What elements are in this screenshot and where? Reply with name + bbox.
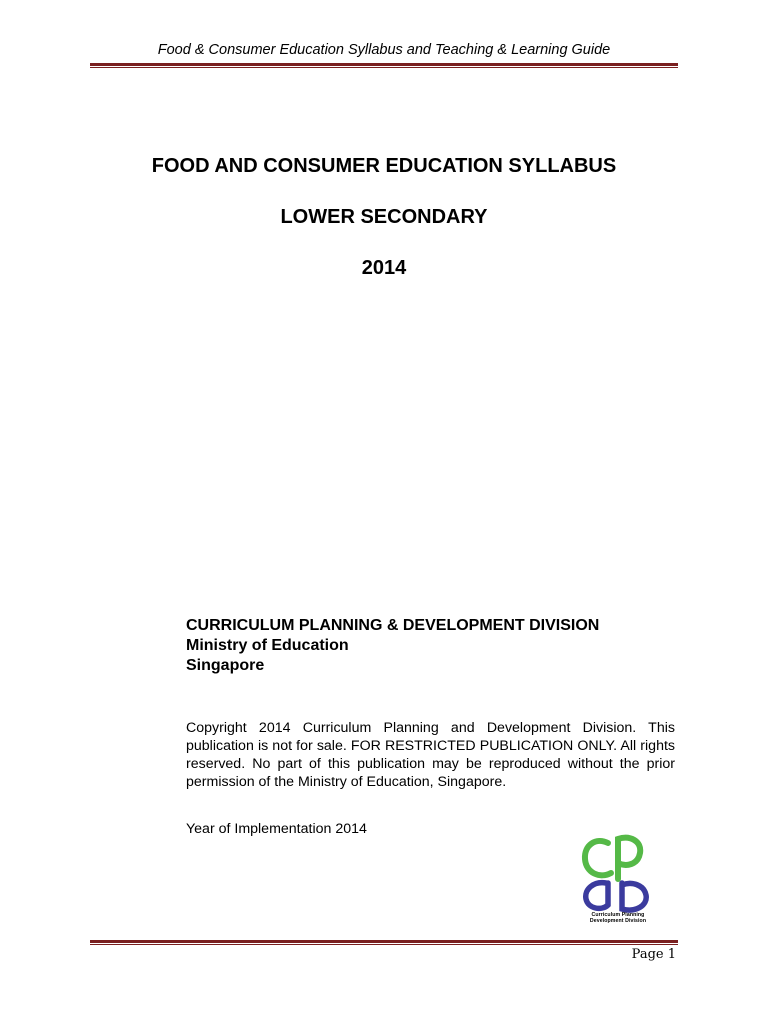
country-name: Singapore <box>186 657 265 674</box>
logo-caption-line2: Development Division <box>589 918 647 924</box>
ministry-name: Ministry of Education <box>186 637 349 654</box>
implementation-year: Year of Implementation 2014 <box>186 821 367 837</box>
page-number: Page 1 <box>631 947 676 962</box>
header-rule-thin <box>90 67 678 68</box>
header-rule-thick <box>90 63 678 66</box>
logo-caption-line1: Curriculum Planning <box>591 912 645 918</box>
header-rule <box>90 63 678 68</box>
division-name: CURRICULUM PLANNING & DEVELOPMENT DIVISION <box>186 617 600 634</box>
document-year: 2014 <box>361 257 407 279</box>
copyright-notice: Copyright 2014 Curriculum Planning and Development Division. This publication is not for sale. FOR RESTRICTED PUBLICATION ONLY. All rights reserved. No part of this publication may be reproduced without the prior permission of the Ministry of Education, Singapore. <box>186 720 675 790</box>
document-title: FOOD AND CONSUMER EDUCATION SYLLABUS <box>151 155 617 177</box>
running-header: Food & Consumer Education Syllabus and Teaching & Learning Guide <box>157 42 611 58</box>
footer-rule <box>90 940 678 945</box>
footer-rule-thick <box>90 940 678 943</box>
logo-green-c <box>585 841 611 875</box>
logo-blue-right <box>622 883 646 910</box>
footer-rule-thin <box>90 944 678 945</box>
publisher-block <box>186 616 599 676</box>
document-level: LOWER SECONDARY <box>280 206 488 228</box>
logo-blue-left <box>586 883 608 909</box>
logo-caption <box>570 912 666 924</box>
logo-green-p <box>618 838 640 879</box>
